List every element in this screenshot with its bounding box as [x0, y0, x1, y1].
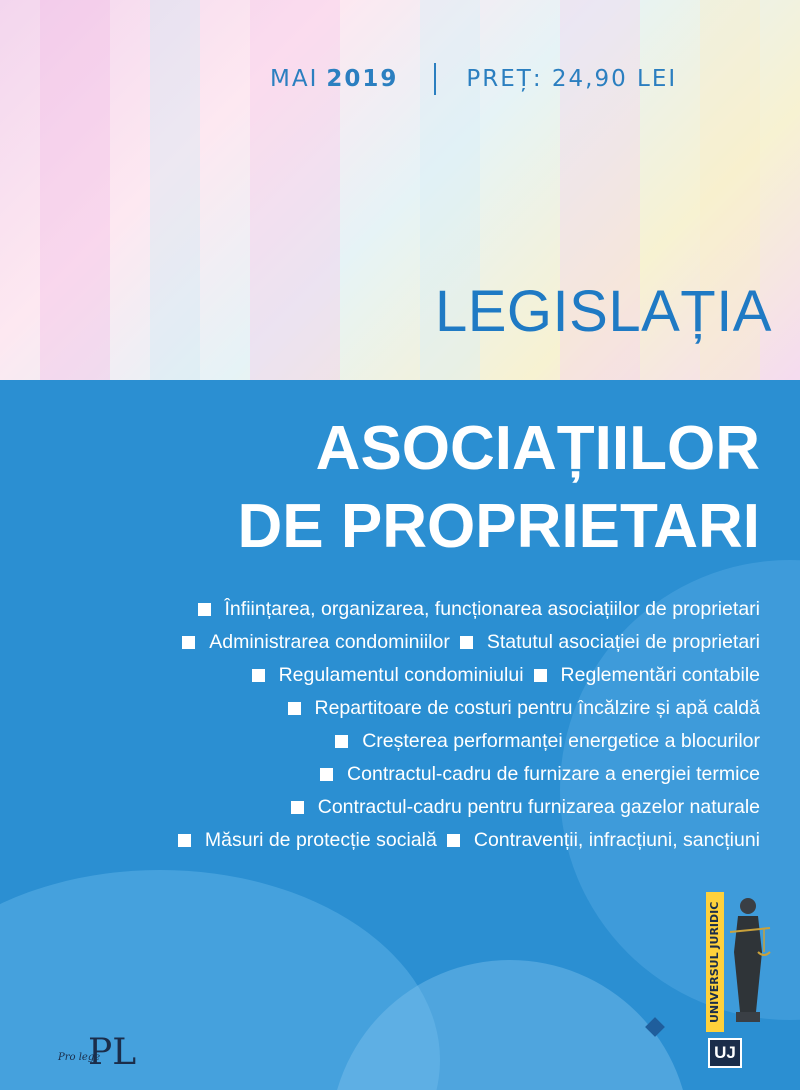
pastel-stripe: [150, 0, 200, 380]
topic-item: Contravenții, infracțiuni, sancțiuni: [473, 829, 760, 851]
pastel-stripe: [250, 0, 340, 380]
title-line-1: ASOCIAȚIILOR: [315, 414, 760, 483]
bullet-square-icon: [534, 669, 547, 682]
topics-row: [40, 692, 760, 725]
edition-info: [270, 62, 770, 96]
topics-row: [40, 824, 760, 857]
bullet-square-icon: [291, 801, 304, 814]
pro-lege-text: Pro lege: [58, 1052, 101, 1063]
topics-row: [40, 758, 760, 791]
bullet-square-icon: [320, 768, 333, 781]
pl-monogram: PL: [88, 1032, 137, 1073]
topic-item: Reglementări contabile: [560, 664, 760, 686]
separator: [434, 63, 436, 95]
topic-item: Înființarea, organizarea, funcționarea asociațiilor de proprietari: [224, 598, 760, 620]
universul-juridic-logo: [706, 892, 770, 1068]
topic-item: Creșterea performanței energetice a blocurilor: [362, 730, 760, 752]
edition-month: MAI: [270, 66, 319, 92]
bullet-square-icon: [178, 834, 191, 847]
edition-year: 2019: [326, 66, 399, 92]
topics-list: [40, 593, 760, 857]
topic-item: Repartitoare de costuri pentru încălzire și apă caldă: [314, 697, 760, 719]
universul-juridic-text: UNIVERSUL JURIDIC: [706, 892, 724, 1032]
topic-item: Statutul asociației de proprietari: [486, 631, 760, 653]
title-legislatia: LEGISLAȚIA: [434, 279, 772, 344]
bullet-square-icon: [198, 603, 211, 616]
uj-mark: UJ: [708, 1038, 742, 1068]
bullet-square-icon: [460, 636, 473, 649]
bullet-square-icon: [288, 702, 301, 715]
pastel-stripe: [40, 0, 110, 380]
topic-item: Regulamentul condominiului: [278, 664, 524, 686]
title-line-2: DE PROPRIETARI: [237, 492, 760, 561]
bullet-square-icon: [335, 735, 348, 748]
topics-row: [40, 593, 760, 626]
topic-item: Contractul-cadru de furnizare a energiei termice: [347, 763, 760, 785]
bullet-square-icon: [182, 636, 195, 649]
topic-item: Măsuri de protecție socială: [204, 829, 437, 851]
topic-item: Contractul-cadru pentru furnizarea gazelor naturale: [317, 796, 760, 818]
topics-row: [40, 659, 760, 692]
topics-row: [40, 626, 760, 659]
pro-lege-logo: [58, 1022, 138, 1078]
justice-statue-icon: [726, 892, 774, 1032]
topics-row: [40, 725, 760, 758]
topic-item: Administrarea condominiilor: [209, 631, 450, 653]
topics-row: [40, 791, 760, 824]
bullet-square-icon: [447, 834, 460, 847]
bullet-square-icon: [252, 669, 265, 682]
price-label: PREȚ: 24,90 LEI: [466, 66, 678, 92]
